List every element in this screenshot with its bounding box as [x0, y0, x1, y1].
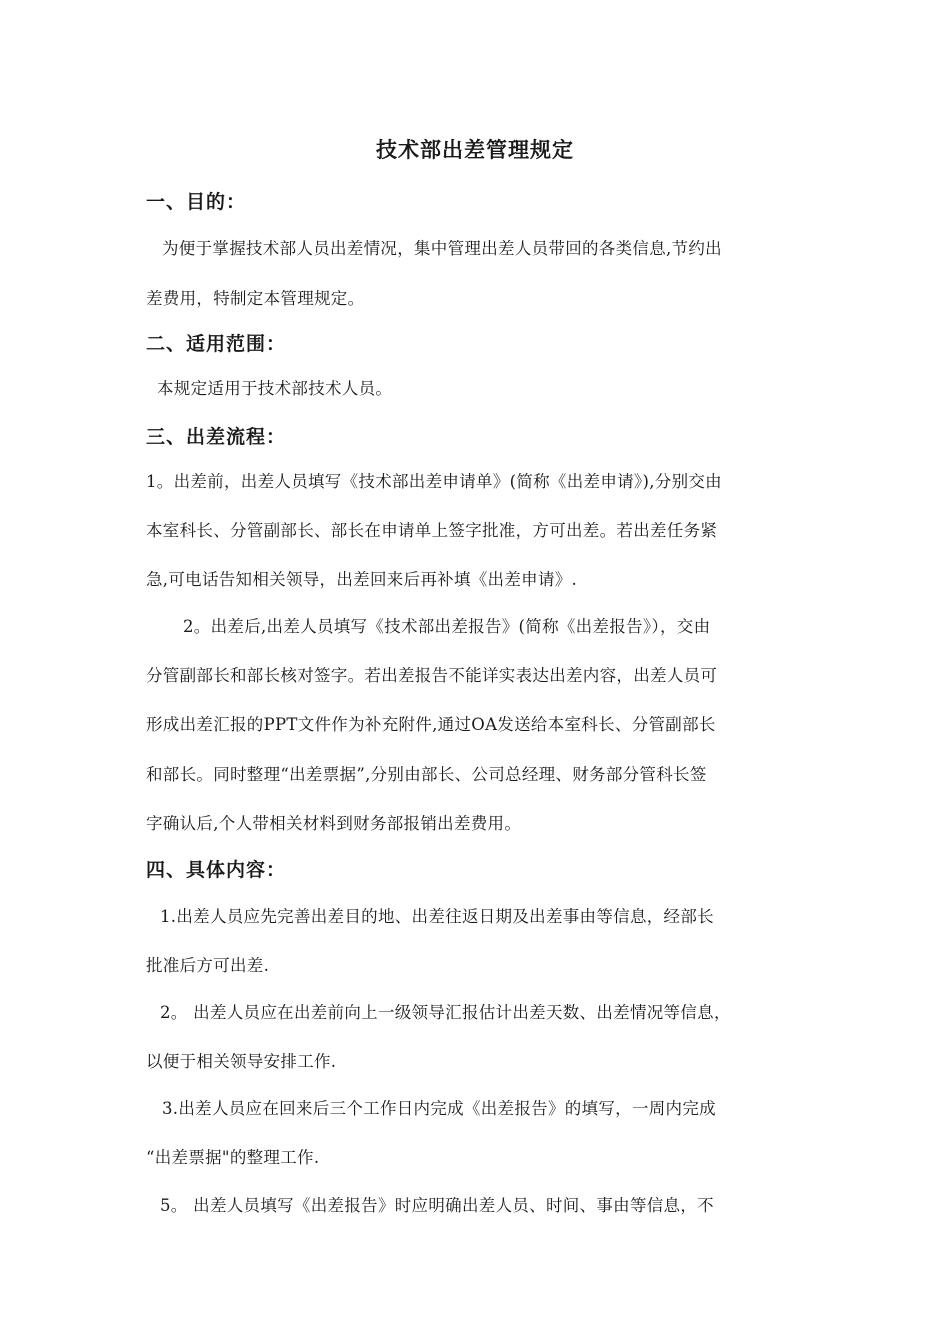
paragraph-line: 本室科长、分管副部长、部长在申请单上签字批准，方可出差。若出差任务紧: [146, 521, 718, 540]
paragraph-line: 为便于掌握技术部人员出差情况，集中管理出差人员带回的各类信息,节约出: [162, 239, 722, 258]
paragraph-line: 分管副部长和部长核对签字。若出差报告不能详实表达出差内容，出差人员可: [146, 666, 718, 685]
paragraph-line: 3.出差人员应在回来后三个工作日内完成《出差报告》的填写，一周内完成: [162, 1099, 716, 1118]
section-heading-scope: 二、适用范围：: [146, 333, 287, 355]
paragraph-line: 字确认后,个人带相关材料到财务部报销出差费用。: [146, 814, 522, 833]
paragraph-line: 2。 出差人员应在出差前向上一级领导汇报估计出差天数、出差情况等信息，: [160, 1003, 731, 1022]
paragraph-line: “出差票据"的整理工作.: [146, 1148, 320, 1167]
document-title: 技术部出差管理规定: [376, 138, 574, 162]
paragraph-line: 差费用，特制定本管理规定。: [146, 289, 365, 308]
paragraph-line: 1。出差前，出差人员填写《技术部出差申请单》(简称《出差申请》),分别交由: [146, 472, 722, 491]
section-heading-details: 四、具体内容：: [146, 859, 287, 881]
paragraph-line: 1.出差人员应先完善出差目的地、出差往返日期及出差事由等信息，经部长: [160, 907, 714, 926]
paragraph-line: 急,可电话告知相关领导，出差回来后再补填《出差申请》.: [146, 570, 578, 589]
paragraph-line: 批准后方可出差.: [146, 956, 270, 975]
paragraph-line: 2。出差后,出差人员填写《技术部出差报告》(简称《出差报告》），交由: [183, 617, 711, 636]
paragraph-line: 形成出差汇报的PPT文件作为补充附件,通过OA发送给本室科长、分管副部长: [146, 715, 716, 734]
section-heading-purpose: 一、目的：: [146, 191, 247, 213]
section-heading-process: 三、出差流程：: [146, 426, 287, 448]
paragraph-line: 本规定适用于技术部技术人员。: [157, 379, 393, 398]
paragraph-line: 以便于相关领导安排工作.: [146, 1052, 337, 1071]
paragraph-line: 和部长。同时整理“出差票据”,分别由部长、公司总经理、财务部分管科长签: [146, 765, 707, 784]
paragraph-line: 5。 出差人员填写《出差报告》时应明确出差人员、时间、事由等信息，不: [160, 1196, 714, 1215]
